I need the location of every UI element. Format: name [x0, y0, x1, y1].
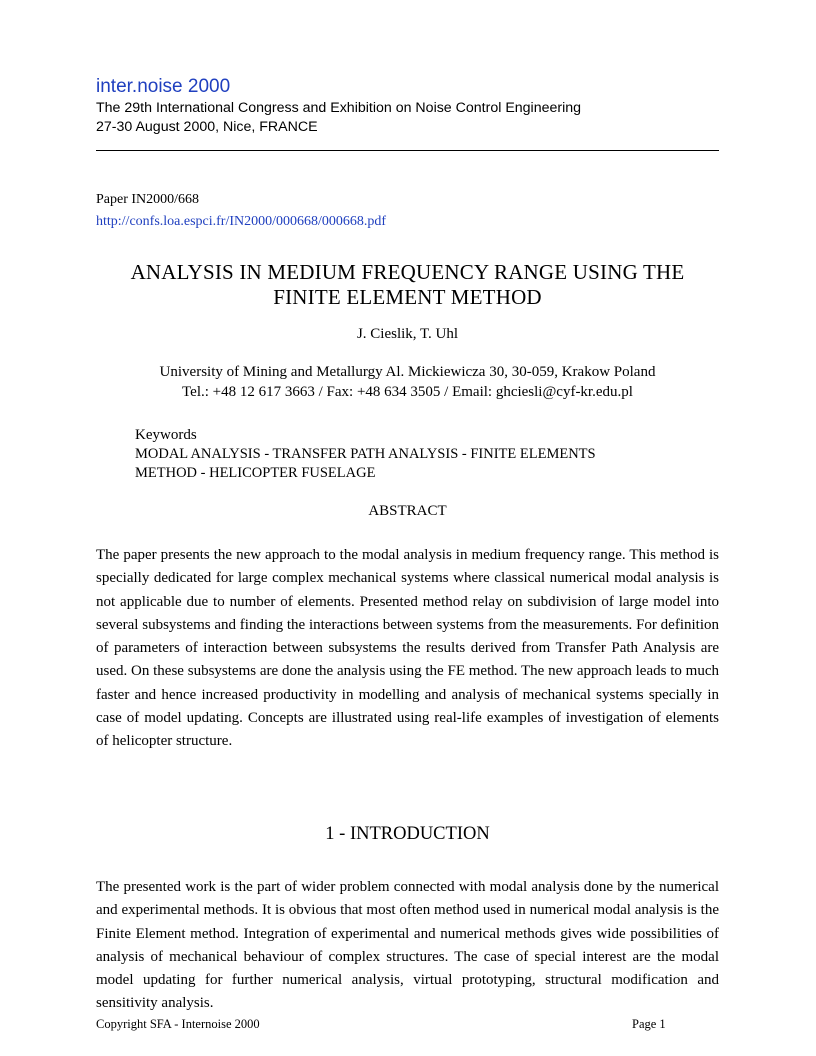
affiliation-line2: Tel.: +48 12 617 3663 / Fax: +48 634 3505 / Email: ghciesli@cyf-kr.edu.pl: [182, 384, 633, 400]
keywords-label: Keywords: [135, 427, 197, 443]
introduction-heading: 1 - INTRODUCTION: [325, 824, 490, 844]
introduction-text: The presented work is the part of wider problem connected with modal analysis done by the numerical and experimental methods. It is obvious that most often method used in numerical modal analysis is the Finite Element method. Integration of experimental and numerical methods gives wide possibilities of analysis of mechanical behaviour of complex structures. The case of special interest are the modal model updating for further numerical analysis, virtual prototyping, structural modification and sensitivity analysis.: [96, 879, 719, 1012]
paper-url-link[interactable]: http://confs.loa.espci.fr/IN2000/000668/000668.pdf: [96, 214, 387, 229]
paper-title-line2: FINITE ELEMENT METHOD: [273, 285, 542, 309]
paper-id: Paper IN2000/668: [96, 192, 200, 207]
paper-title-line1: ANALYSIS IN MEDIUM FREQUENCY RANGE USING THE: [130, 260, 685, 284]
authors: J. Cieslik, T. Uhl: [356, 326, 459, 342]
abstract-text: The paper presents the new approach to the modal analysis in medium frequency range. This method is specially dedicated for large complex mechanical systems where classical numerical modal analysis is not applicable due to number of elements. Presented method relay on subdivision of large model into several subsystems and finding the interactions between systems from the measurements. For definition of parameters of interaction between subsystems the results derived from Transfer Path Analysis are used. On these subsystems are done the analysis using the FE method. The new approach leads to much faster and hence increased productivity in modelling and analysis of mechanical systems specially in case of model updating. Concepts are illustrated using real-life examples of investigation of elements of helicopter structure.: [96, 547, 719, 750]
header-divider: [96, 150, 719, 151]
keywords-line2: METHOD - HELICOPTER FUSELAGE: [135, 465, 376, 481]
conference-name: inter.noise 2000: [96, 76, 231, 97]
affiliation-line1: University of Mining and Metallurgy Al. Mickiewicza 30, 30-059, Krakow Poland: [159, 364, 656, 380]
footer-copyright: Copyright SFA - Internoise 2000: [96, 1017, 260, 1031]
footer-page-number: Page 1: [632, 1017, 666, 1031]
keywords-line1: MODAL ANALYSIS - TRANSFER PATH ANALYSIS - FINITE ELEMENTS: [135, 446, 596, 462]
conference-full-name: The 29th International Congress and Exhibition on Noise Control Engineering: [96, 100, 582, 116]
abstract-heading: ABSTRACT: [368, 503, 447, 519]
conference-dates: 27-30 August 2000, Nice, FRANCE: [96, 119, 318, 135]
